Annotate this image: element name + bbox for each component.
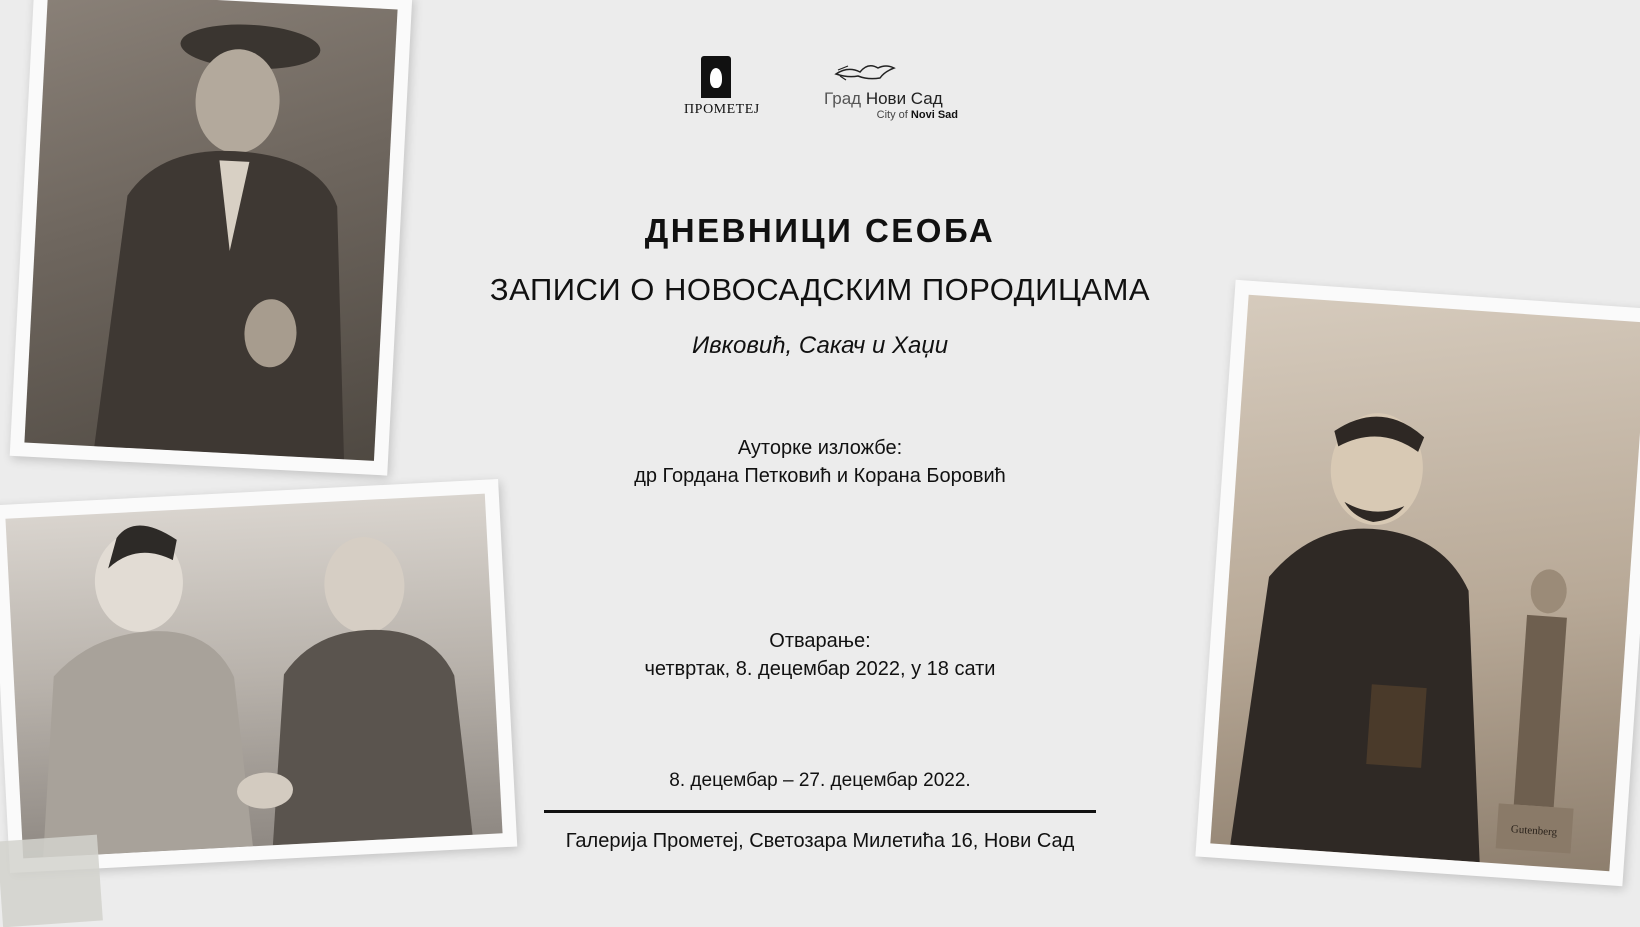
prometej-logo: [684, 56, 760, 118]
prometej-logo-text: ПРОМЕТЕЈ: [684, 102, 760, 117]
exhibition-dates: 8. децембар – 27. децембар 2022.: [669, 770, 971, 791]
exhibition-subtitle: ЗАПИСИ О НОВОСАДСКИМ ПОРОДИЦАМА: [489, 272, 1151, 307]
logos: [684, 56, 964, 126]
city-logo-line1: [824, 89, 964, 109]
city-logo-city-of: City of: [876, 109, 908, 121]
opening-label: Отварање:: [769, 630, 871, 652]
city-logo-line2: [824, 109, 964, 121]
family-names: Ивковић, Сакач и Хаџи: [691, 332, 949, 359]
statue-plaque-text: Gutenberg: [1510, 823, 1558, 839]
opening-datetime: четвртак, 8. децембар 2022, у 18 сати: [644, 658, 996, 680]
prometej-flame-icon: [701, 56, 731, 98]
opening-block: [0, 627, 1640, 683]
city-logo-grad: Град: [824, 89, 862, 108]
authors-block: [0, 434, 1640, 490]
exhibition-title: ДНЕВНИЦИ СЕОБА: [644, 212, 996, 249]
dove-icon: [834, 60, 904, 82]
city-logo-novi-sad-latin: Novi Sad: [910, 109, 958, 121]
authors-label: Ауторке изложбе:: [737, 437, 903, 459]
city-logo-novi-sad: Нови Сад: [865, 89, 943, 108]
venue-address: Галерија Прометеј, Светозара Милетића 16, Нови Сад: [565, 830, 1075, 852]
novi-sad-logo: [824, 60, 964, 121]
photo-seated-man: [1195, 280, 1640, 886]
divider-line: [544, 810, 1096, 813]
authors-names: др Гордана Петковић и Корана Боровић: [634, 465, 1006, 487]
